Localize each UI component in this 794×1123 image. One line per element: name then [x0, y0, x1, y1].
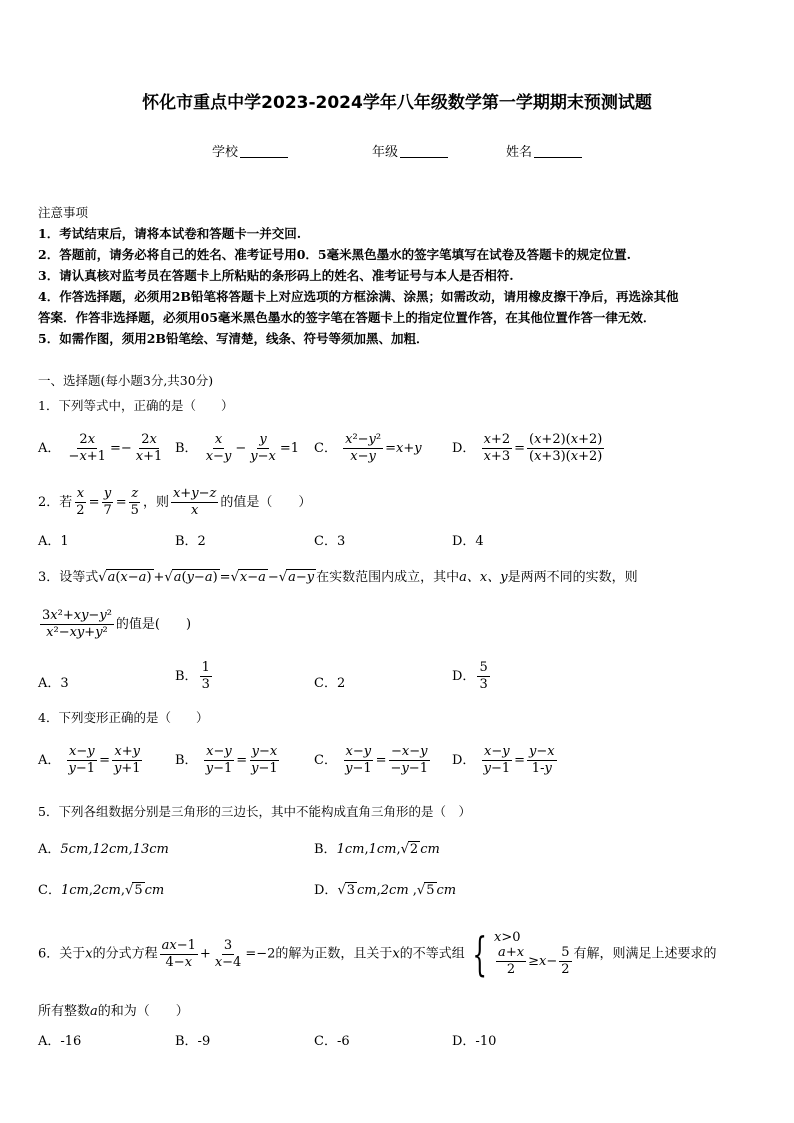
- note-2: 2．答题前，请务必将自己的姓名、准考证号用0．5毫米黑色墨水的签字笔填写在试卷及答题卡的规定位置.: [38, 247, 631, 262]
- note-1: 1．考试结束后，请将本试卷和答题卡一并交回.: [38, 226, 302, 241]
- q6-option-c[interactable]: C．-6: [314, 1034, 350, 1049]
- q5-option-a[interactable]: A．5cm,12cm,13cm: [38, 842, 169, 857]
- school-field[interactable]: [212, 141, 288, 160]
- note-4: 4．作答选择题，必须用2B铅笔将答题卡上对应选项的方框涂满、涂黑；如需改动，请用橡皮擦干净后，再选涂其他: [38, 289, 679, 304]
- q3-stem: 3．设等式√a(x−a) +√a(y−a) =√x−a −√a−y 在实数范围内成立，其中a、x、y是两两不同的实数，则: [38, 570, 638, 585]
- note-5: 5．如需作图，须用2B铅笔绘、写清楚，线条、符号等须加黑、加粗．: [38, 331, 429, 346]
- section-heading: 一、选择题(每小题3分,共30分): [38, 373, 214, 388]
- q1-stem: 1．下列等式中，正确的是（ ）: [38, 398, 234, 413]
- q5-stem: 5．下列各组数据分别是三角形的三边长，其中不能构成直角三角形的是（ ）: [38, 804, 471, 819]
- q5-option-b[interactable]: B．1cm,1cm,√2 cm: [314, 842, 440, 857]
- q5-option-d[interactable]: D．√3 cm,2cm ,√5 cm: [314, 883, 457, 898]
- q2-option-b[interactable]: B．2: [175, 534, 206, 549]
- q2-option-c[interactable]: C．3: [314, 534, 346, 549]
- grade-field[interactable]: [372, 141, 448, 160]
- q4-option-b[interactable]: B． $\frac{x-y}{y-1}$ = $\frac{y-x}{y-1}$: [175, 744, 278, 776]
- q1-option-a[interactable]: A． $\frac{2x}{-x+1}$ =− $\frac{2x}{x+1}$: [38, 432, 163, 464]
- q6-stem-2: 所有整数a的和为（ ）: [38, 1004, 189, 1019]
- q6-option-b[interactable]: B．-9: [175, 1034, 211, 1049]
- q2-option-a[interactable]: A．1: [38, 534, 69, 549]
- q6-option-a[interactable]: A．-16: [38, 1034, 82, 1049]
- notes-heading: 注意事项: [38, 205, 89, 220]
- note-4b: 答案．作答非选择题，必须用05毫米黑色墨水的签字笔在答题卡上的指定位置作答，在其他位置作答一律无效．: [38, 310, 656, 325]
- q3-option-b[interactable]: B． $\frac{1}{3}$: [175, 660, 210, 692]
- q4-option-d[interactable]: D． $\frac{x-y}{y-1}$ = $\frac{y-x}{1-y}$: [452, 744, 555, 776]
- q1-option-b[interactable]: B． $\frac{x}{x-y}$ − $\frac{y}{y-x}$ =1: [175, 432, 299, 464]
- page-title: 怀化市重点中学2023-2024学年八年级数学第一学期期末预测试题: [142, 93, 652, 113]
- q6-stem: 6．关于x的分式方程 $\frac{ax-1}{4-x}$ + $\frac{3}{x-4}$ =−2的解为正数，且关于x的不等式组 { x>0 $\frac{a+x}{2}$ ≥x− $\frac{5}{2}$ 有解，则满足上述要求的: [38, 927, 717, 981]
- school-label: 学校: [212, 145, 239, 160]
- name-label: 姓名: [506, 145, 533, 160]
- q3-option-d[interactable]: D． $\frac{5}{3}$: [452, 660, 488, 692]
- name-field[interactable]: [506, 141, 582, 160]
- q6-option-d[interactable]: D．-10: [452, 1034, 497, 1049]
- q4-option-a[interactable]: A． $\frac{x-y}{y-1}$ = $\frac{x+y}{y+1}$: [38, 744, 141, 776]
- q4-stem: 4．下列变形正确的是（ ）: [38, 710, 209, 725]
- q3-stem-2: $\frac{\text{3x²+xy−y²}}{\text{x²−xy+y²}}$ 的值是( ): [42, 608, 192, 640]
- q4-option-c[interactable]: C． $\frac{x-y}{y-1}$ = $\frac{-x-y}{-y-1}$: [314, 744, 428, 776]
- q3-option-c[interactable]: C．2: [314, 676, 346, 691]
- q5-option-c[interactable]: C．1cm,2cm,√5 cm: [38, 883, 165, 898]
- q1-option-c[interactable]: C． $\frac{\text{x²−y²}}{x-y}$ =x+y: [314, 432, 422, 464]
- q3-option-a[interactable]: A．3: [38, 676, 69, 691]
- q1-option-d[interactable]: D． $\frac{x+2}{x+3}$ = $\frac{(x+2)(x+2)}{(x+3)(x+2)}$: [452, 432, 603, 464]
- grade-label: 年级: [372, 145, 399, 160]
- q2-stem: 2．若 $\frac{x}{2}$ = $\frac{y}{7}$ = $\frac{z}{5}$ ，则 $\frac{x+y-z}{x}$ 的值是（ ）: [38, 486, 312, 518]
- note-3: 3．请认真核对监考员在答题卡上所粘贴的条形码上的姓名、准考证号与本人是否相符.: [38, 268, 514, 283]
- q2-option-d[interactable]: D．4: [452, 534, 484, 549]
